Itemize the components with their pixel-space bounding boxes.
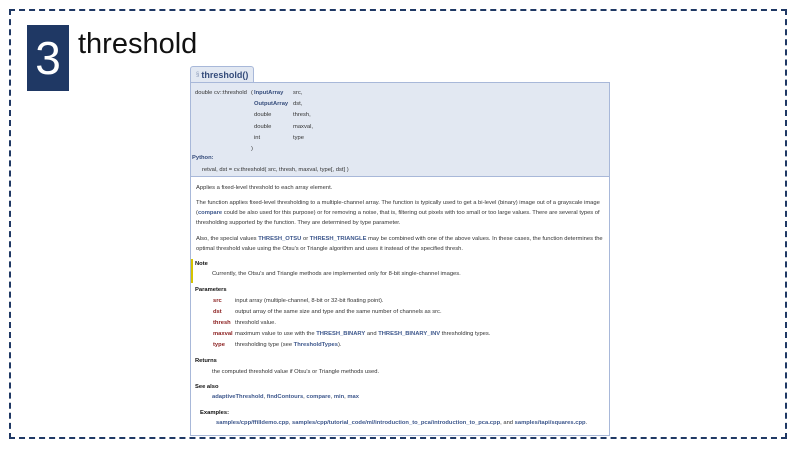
param-name: maxval: [213, 331, 233, 337]
thresh-triangle-link[interactable]: THRESH_TRIANGLE: [309, 236, 367, 242]
param-desc: input array (multiple-channel, 8-bit or 32-bit floating point).: [235, 298, 384, 304]
param-name: type: [213, 342, 225, 348]
text: and: [365, 331, 379, 337]
prototype-box: [190, 82, 610, 177]
doc-screenshot: [190, 66, 610, 436]
see-also-link[interactable]: min: [333, 394, 345, 400]
see-also-link[interactable]: adaptiveThreshold: [212, 394, 264, 400]
text: thresholding type (see: [235, 342, 294, 348]
see-also-link[interactable]: max: [347, 394, 359, 400]
sep: ,: [263, 394, 267, 400]
note-body: Currently, the Otsu's and Triangle methods are implemented only for 8-bit single-channel images.: [212, 271, 461, 277]
see-also-link[interactable]: findContours: [266, 394, 304, 400]
function-tab[interactable]: [190, 66, 254, 83]
param-type-link[interactable]: InputArray: [254, 90, 284, 96]
open-paren: (: [251, 90, 253, 96]
text: The function applies fixed-level thresholding to a multiple-channel array. The function is typically used to get a bi-level (binary) image out of a grayscale image (: [196, 200, 600, 216]
param-name: maxval,: [293, 123, 313, 130]
text: could be also used for this purpose) or for removing a noise, that is, filtering out pixels with too small or too large values. There are several types of thresholding supported by the function. They are determined by type parameter.: [196, 210, 600, 226]
text: may be combined with one of the above values. In these cases, the function determines the optimal threshold value using the Otsu's or Triangle algorithm and uses it instead of the specified thresh.: [196, 236, 603, 252]
param-desc: [235, 331, 490, 337]
param-desc: output array of the same size and type and the same number of channels as src.: [235, 309, 442, 315]
sep: ,: [344, 394, 348, 400]
slide-number: 3: [27, 25, 69, 91]
sep: .: [585, 420, 588, 426]
param-type: int: [254, 134, 261, 141]
text: thresholding types.: [440, 331, 491, 337]
examples-links: [216, 420, 587, 426]
param-name: type: [293, 134, 304, 141]
note-bar: [191, 259, 193, 283]
examples-heading: Examples:: [200, 410, 229, 416]
description-paragraph: [196, 234, 604, 254]
sep: ,: [288, 420, 293, 426]
description-paragraph: [196, 198, 604, 228]
param-desc: [235, 342, 342, 348]
example-link[interactable]: samples/tapi/squares.cpp: [514, 420, 586, 426]
anchor-icon[interactable]: §: [196, 72, 200, 78]
returns-heading: Returns: [195, 358, 217, 364]
returns-body: the computed threshold value if Otsu's or Triangle methods used.: [212, 369, 380, 375]
see-also-heading: See also: [195, 384, 219, 390]
threshold-types-link[interactable]: ThresholdTypes: [293, 342, 338, 348]
param-type: double: [254, 112, 272, 119]
see-also-link[interactable]: compare: [306, 394, 331, 400]
text: ).: [338, 342, 342, 348]
python-signature: retval, dst = cv.threshold( src, thresh, maxval, type[, dst] ): [202, 167, 349, 173]
parameters-heading: Parameters: [195, 287, 227, 293]
param-name: thresh: [213, 320, 231, 326]
text: or: [301, 236, 310, 242]
param-type: double: [254, 123, 272, 130]
compare-link[interactable]: compare: [197, 210, 223, 216]
param-type-link[interactable]: OutputArray: [254, 101, 289, 108]
text: maximum value to use with the: [235, 331, 317, 337]
example-link[interactable]: samples/cpp/ffilldemo.cpp: [216, 420, 289, 426]
sep: ,: [303, 394, 307, 400]
close-paren: ): [251, 145, 253, 152]
python-label: Python:: [192, 155, 214, 161]
brief-description: Applies a fixed-level threshold to each array element.: [196, 185, 333, 191]
thresh-binary-inv-link[interactable]: THRESH_BINARY_INV: [378, 331, 441, 337]
description-box: [190, 177, 610, 436]
example-link[interactable]: samples/cpp/tutorial_code/ml/introduction_to_pca/introduction_to_pca.cpp: [292, 420, 501, 426]
function-tab-label: threshold(): [201, 70, 249, 80]
param-desc: threshold value.: [235, 320, 276, 326]
text: Also, the special values: [196, 236, 259, 242]
thresh-otsu-link[interactable]: THRESH_OTSU: [258, 236, 302, 242]
slide-title: threshold: [78, 28, 198, 60]
see-also-links: [212, 394, 359, 400]
param-name: dst,: [293, 101, 303, 108]
param-name: src: [213, 298, 222, 304]
param-name: thresh,: [293, 112, 311, 119]
thresh-binary-link[interactable]: THRESH_BINARY: [316, 331, 366, 337]
sep: , and: [500, 420, 515, 426]
return-type: double cv::threshold: [195, 90, 247, 96]
note-title: Note: [195, 261, 208, 267]
param-name: src,: [293, 90, 303, 96]
sep: ,: [330, 394, 334, 400]
param-name: dst: [213, 309, 222, 315]
